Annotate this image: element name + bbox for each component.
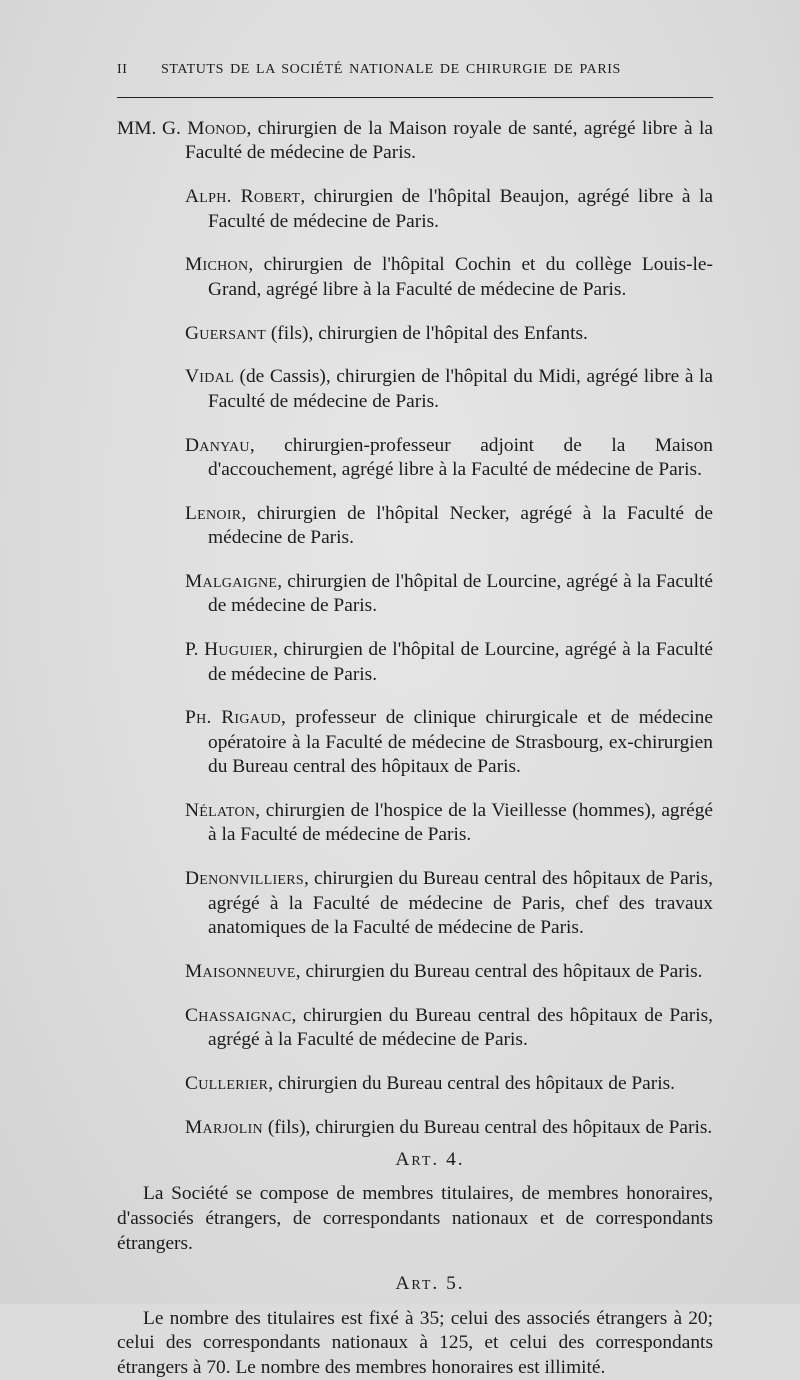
member-entry <box>185 706 713 779</box>
member-name: Michon <box>185 254 249 276</box>
member-description: (de Cassis), chirurgien de l'hôpital du Midi, agrégé libre à la Faculté de médecine de Paris. <box>208 366 713 412</box>
member-name: Huguier <box>204 639 274 661</box>
document-body <box>117 112 713 1380</box>
member-entry <box>185 1072 713 1096</box>
member-entry <box>185 960 713 984</box>
member-name: Danyau <box>185 434 250 456</box>
member-name: Lenoir <box>185 502 242 524</box>
running-title: STATUTS DE LA SOCIÉTÉ NATIONALE DE CHIRURGIE DE PARIS <box>161 62 621 77</box>
member-entry <box>162 117 713 166</box>
member-description: , professeur de clinique chirurgicale et de médecine opératoire à la Faculté de médecine de Strasbourg, ex-chirurgien du Bureau central des hôpitaux de Paris. <box>208 707 713 778</box>
article-4-heading: Art. 4. <box>395 1149 465 1171</box>
member-prefix: G. <box>162 118 181 139</box>
page-header <box>117 62 713 86</box>
member-description: , chirurgien de l'hôpital Cochin et du collège Louis-le-Grand, agrégé libre à la Faculté de médecine de Paris. <box>208 254 713 300</box>
member-entry <box>185 799 713 848</box>
member-description: , chirurgien du Bureau central des hôpitaux de Paris, agrégé à la Faculté de médecine de Paris. <box>208 1004 713 1051</box>
member-prefix: Ph. <box>185 707 212 729</box>
member-name: Maisonneuve <box>185 960 296 982</box>
member-name: Cullerier <box>185 1072 269 1094</box>
member-name: Alph. Robert <box>185 186 301 208</box>
article-5-heading: Art. 5. <box>395 1273 465 1295</box>
member-description: , chirurgien du Bureau central des hôpitaux de Paris, agrégé à la Faculté de médecine de Paris, chef des travaux anatomiques de la Faculté de médecine de Paris. <box>208 868 713 939</box>
members-label: MM. <box>117 118 157 139</box>
member-description: (fils), chirurgien du Bureau central des hôpitaux de Paris. <box>262 1116 713 1138</box>
page-number: II <box>117 62 128 77</box>
member-entry <box>185 434 713 483</box>
member-name: Marjolin <box>185 1116 263 1138</box>
member-name: Malgaigne <box>185 571 278 593</box>
member-entry <box>185 502 713 551</box>
member-description: , chirurgien de l'hospice de la Vieillesse (hommes), agrégé à la Faculté de médecine de Paris. <box>208 800 713 846</box>
member-description: , chirurgien de l'hôpital de Lourcine, agrégé à la Faculté de médecine de Paris. <box>208 571 713 617</box>
member-name: Denonvilliers <box>185 868 304 890</box>
member-entry <box>185 322 713 346</box>
article-4-text: La Société se compose de membres titulaires, de membres honoraires, d'associés étrangers, de correspondants nationaux et de correspondants étrangers. <box>117 1183 713 1254</box>
member-entry <box>185 867 713 940</box>
member-name: Rigaud <box>221 707 282 729</box>
member-description: , chirurgien de l'hôpital Necker, agrégé à la Faculté de médecine de Paris. <box>208 502 713 549</box>
member-entry <box>185 1004 713 1053</box>
member-name: Guersant <box>185 322 266 344</box>
member-description: , chirurgien du Bureau central des hôpitaux de Paris. <box>268 1072 676 1094</box>
member-entry <box>185 253 713 302</box>
member-entry <box>185 185 713 234</box>
member-description: , chirurgien de l'hôpital de Lourcine, agrégé à la Faculté de médecine de Paris. <box>208 639 713 685</box>
member-entry <box>185 1116 713 1140</box>
member-description: , chirurgien-professeur adjoint de la Maison d'accouchement, agrégé libre à la Faculté de médecine de Paris. <box>208 434 713 481</box>
member-prefix: P. <box>185 639 199 661</box>
member-description: , chirurgien de la Maison royale de santé, agrégé libre à la Faculté de médecine de Paris. <box>185 118 713 164</box>
member-description: , chirurgien de l'hôpital Beaujon, agrégé libre à la Faculté de médecine de Paris. <box>208 186 713 232</box>
member-entry <box>185 365 713 414</box>
article-5-text: Le nombre des titulaires est fixé à 35; celui des associés étrangers à 20; celui des correspondants nationaux à 125, et celui des correspondants étrangers à 70. Le nombre des membres honoraires est illimité. <box>117 1307 713 1378</box>
member-list <box>117 117 713 1140</box>
member-entry <box>185 570 713 619</box>
header-rule <box>117 97 713 98</box>
member-name: Chassaignac <box>185 1004 292 1026</box>
member-description: (fils), chirurgien de l'hôpital des Enfants. <box>265 322 588 344</box>
member-entry <box>185 638 713 687</box>
member-name: Nélaton <box>185 800 256 822</box>
member-name: Vidal <box>185 366 234 388</box>
member-name: Monod <box>187 118 247 139</box>
member-description: , chirurgien du Bureau central des hôpitaux de Paris. <box>295 960 703 982</box>
